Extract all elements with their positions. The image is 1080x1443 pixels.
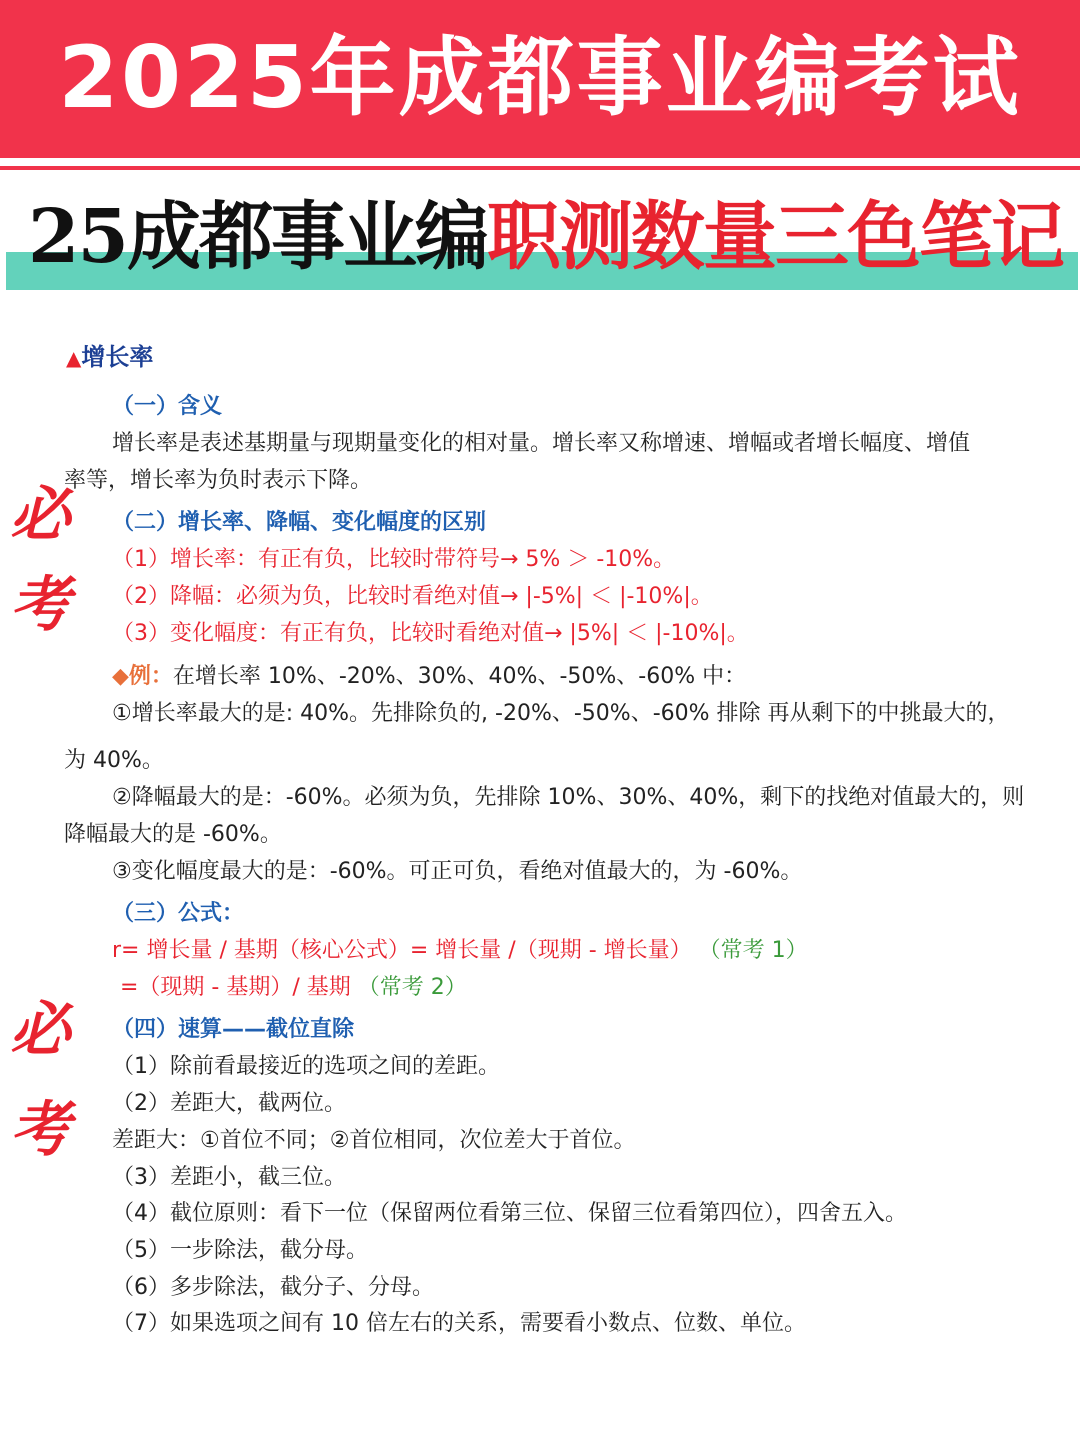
example-answer-2a: ②降幅最大的是：-60%。必须为负，先排除 10%、30%、40%，剩下的找绝对值最大的，则 (112, 785, 1025, 810)
formula-1: r= 增长量 / 基期（核心公式）= 增长量 /（现期 - 增长量） (112, 938, 692, 963)
part4-item: （5）一步除法，截分母。 (112, 1238, 368, 1263)
example-text: 在增长率 10%、-20%、30%、40%、-50%、-60% 中： (172, 664, 747, 689)
part1-text-line1: 增长率是表述基期量与现期量变化的相对量。增长率又称增速、增幅或者增长幅度、增值 (112, 431, 971, 456)
part4-item: （6）多步除法，截分子、分母。 (112, 1275, 434, 1300)
example-answer-3: ③变化幅度最大的是：-60%。可正可负，看绝对值最大的，为 -60%。 (112, 859, 803, 884)
subtitle-black-part: 25成都事业编 (28, 194, 487, 280)
part1-text-line2: 率等，增长率为负时表示下降。 (64, 468, 373, 493)
part2-heading: （二）增长率、降幅、变化幅度的区别 (112, 510, 487, 535)
stamp-char: 必 (10, 995, 70, 1065)
part2-item: （1）增长率：有正有负，比较时带符号→ 5% ＞ -10%。 (112, 547, 676, 572)
part4-item: 差距大：①首位不同；②首位相同，次位差大于首位。 (112, 1128, 636, 1153)
part4-heading: （四）速算——截位直除 (112, 1017, 355, 1042)
example-answer-1b: 为 40%。 (64, 748, 164, 773)
banner-title: 2025年成都事业编考试 (58, 28, 1022, 128)
part3-heading: （三）公式： (112, 901, 245, 926)
subtitle (28, 192, 1063, 282)
stamp-char: 必 (10, 480, 70, 550)
formula-2: =（现期 - 基期）/ 基期 (120, 975, 351, 1000)
example-line (112, 662, 746, 692)
part1-heading: （一）含义 (112, 394, 223, 419)
section-heading (66, 342, 153, 374)
section-title: 增长率 (81, 343, 154, 371)
part4-item: （1）除前看最接近的选项之间的差距。 (112, 1054, 500, 1079)
formula-1-note: （常考 1） (698, 938, 808, 963)
part4-item: （2）差距大，截两位。 (112, 1091, 346, 1116)
example-answer-2b: 降幅最大的是 -60%。 (64, 822, 282, 847)
formula-2-note: （常考 2） (357, 975, 467, 1000)
formula-line-2 (120, 973, 467, 1003)
formula-line-1 (112, 936, 808, 966)
part4-item: （3）差距小，截三位。 (112, 1165, 346, 1190)
subtitle-red-part: 职测数量三色笔记 (486, 194, 1063, 280)
part4-item: （7）如果选项之间有 10 倍左右的关系，需要看小数点、位数、单位。 (112, 1311, 806, 1336)
part2-item: （2）降幅：必须为负，比较时看绝对值→ |-5%| ＜ |-10%|。 (112, 584, 713, 609)
stamp-char: 考 (10, 1095, 70, 1165)
header-banner (0, 0, 1080, 158)
example-label: ◆例： (112, 664, 173, 689)
part2-item: （3）变化幅度：有正有负，比较时看绝对值→ |5%| ＜ |-10%|。 (112, 621, 749, 646)
banner-divider (0, 166, 1080, 170)
part4-item: （4）截位原则：看下一位（保留两位看第三位、保留三位看第四位），四舍五入。 (112, 1201, 907, 1226)
example-answer-1a: ①增长率最大的是: 40%。先排除负的, -20%、-50%、-60% 排除 再从剩下的中挑最大的， (112, 701, 1010, 726)
triangle-icon: ▲ (66, 346, 82, 370)
stamp-char: 考 (10, 570, 70, 640)
